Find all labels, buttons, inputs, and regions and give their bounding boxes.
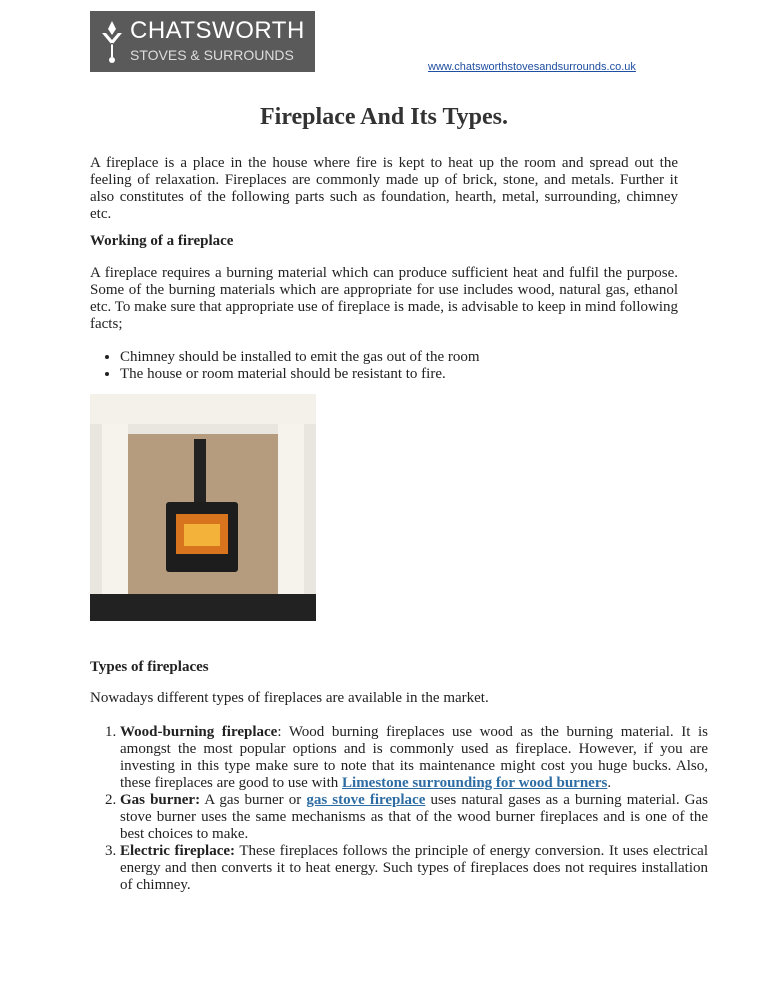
separator: : (277, 724, 289, 740)
logo (90, 11, 315, 72)
list-item: • Chimney should be installed to emit the gas out of the room (120, 349, 708, 366)
item-text: Wood burning fireplaces use wood as the burning material. It is amongst the most popular options and is commonly used as fireplace. However, if you are investing in this type make sure to note that its maintenance might cost you huge bucks. Also, these fireplaces are good to use with (120, 724, 708, 791)
limestone-link[interactable]: Limestone surrounding for wood burners (342, 775, 608, 791)
item-text: uses natural gases as a burning material. Gas stove burner uses the same mechanisms as that of the wood burner fireplaces and is one of the best choices to make. (120, 792, 709, 842)
list-item-gas-burner (120, 792, 708, 843)
list-item-wood-burning (120, 724, 708, 792)
intro-paragraph: A fireplace is a place in the house where fire is kept to heat up the room and spread out the feeling of relaxation. Fireplaces are commonly made up of brick, stone, and metals. Further it also constitutes of the following parts such as foundation, hearth, metal, surrounding, chimney etc. (90, 155, 678, 222)
website-link[interactable]: www.chatsworthstovesandsurrounds.co.uk (428, 61, 636, 73)
item-text: These fireplaces follows the principle of energy conversion. It uses electrical energy and then converts it to heat energy. Such types of fireplaces does not requires installation of chimney. (120, 843, 709, 893)
fireplace-image (90, 394, 316, 621)
logo-line2: STOVES & SURROUNDS (130, 47, 294, 63)
item-title: Wood-burning fireplace (120, 724, 278, 740)
types-list (90, 724, 708, 894)
list-item-electric (120, 843, 708, 894)
page-title: Fireplace And Its Types. (259, 104, 509, 130)
working-paragraph: A fireplace requires a burning material which can produce sufficient heat and fulfil the purpose. Some of the burning materials which are appropriate for use includes wood, natural gas, ethanol etc. To make sure that appropriate use of fireplace is made, is advisable to keep in mind following facts; (90, 265, 678, 332)
item-text: A gas burner or (200, 792, 307, 808)
facts-list (90, 349, 708, 383)
item-text: . (607, 775, 612, 791)
item-title: Gas burner: (120, 792, 201, 808)
logo-leaf-icon (100, 19, 124, 65)
types-heading: Types of fireplaces (90, 659, 209, 675)
types-intro: Nowadays different types of fireplaces are available in the market. (90, 690, 489, 706)
list-item: • The house or room material should be resistant to fire. (120, 366, 708, 383)
working-heading: Working of a fireplace (90, 233, 234, 249)
item-title: Electric fireplace: (120, 843, 236, 859)
gas-stove-link[interactable]: gas stove fireplace (306, 792, 426, 808)
logo-line1: CHATSWORTH (130, 17, 305, 44)
